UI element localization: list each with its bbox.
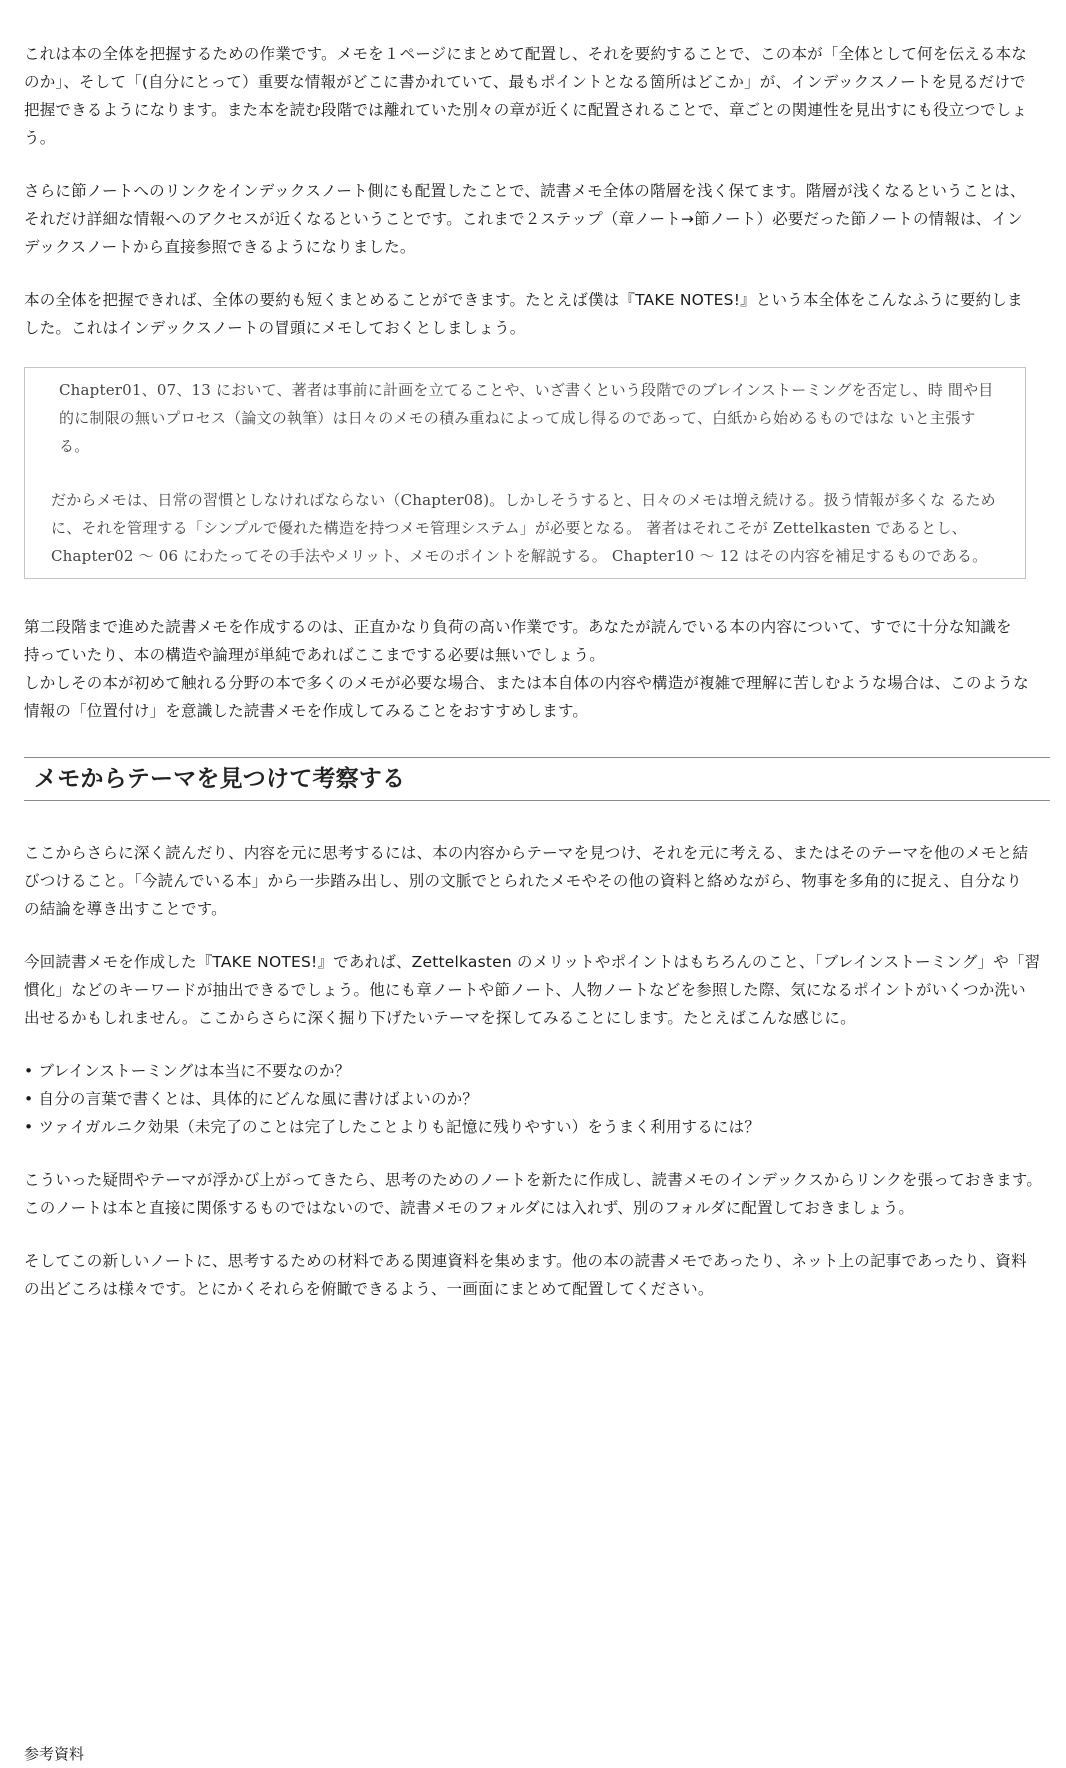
text-line: 今回読書メモを作成した『TAKE NOTES!』であれば、Zettelkasten のメリットやポイントはもちろんのこと、「ブレインストーミング」や「習 [24, 953, 1041, 971]
text-line: 情報の「位置付け」を意識した読書メモを作成してみることをおすすめします。 [24, 702, 589, 720]
article-body [24, 40, 1050, 1328]
paragraph-summary-intro [24, 286, 1050, 342]
list-item: • ブレインストーミングは本当に不要なのか？ [24, 1062, 351, 1080]
quote-line: 間や目的に制限の無いプロセス（論文の執筆）は日々のメモの積み重ねによって成し得るのであって、白紙から始めるものではな [59, 381, 994, 427]
next-section-fragment: 参考資料 [24, 1745, 85, 1763]
text-line: デックスノートから直接参照できるようになりました。 [24, 238, 416, 256]
text-line: このノートは本と直接に関係するものではないので、読書メモのフォルダには入れず、別のフォルダに配置しておきましょう。 [24, 1199, 915, 1217]
text-line: 慣化」などのキーワードが抽出できるでしょう。他にも章ノートや節ノート、人物ノートなどを参照した際、気になるポイントがいくつか洗い [24, 981, 1026, 999]
list-item: • ツァイガルニク効果（未完了のことは完了したことよりも記憶に残りやすい）をうまく利用するには？ [24, 1118, 761, 1136]
paragraph-materials [24, 1247, 1050, 1303]
text-line: そしてこの新しいノートに、思考するための材料である関連資料を集めます。他の本の読書メモであったり、ネット上の記事であったり、資料 [24, 1252, 1027, 1270]
text-line: した。これはインデックスノートの冒頭にメモしておくとしましょう。 [24, 319, 526, 337]
quote-second-block [51, 486, 999, 570]
text-line: のか」、そして「(自分にとって）重要な情報がどこに書かれていて、最もポイントとなる箇所はどこか」が、インデックスノートを見るだけで [24, 73, 1026, 91]
quote-line: Chapter01、07、13 において、著者は事前に計画を立てることや、いざ書くという段階でのブレインストーミングを否定し、時 [59, 381, 943, 399]
quote-first-block [51, 376, 999, 460]
quote-line: いと主張する。 [59, 409, 976, 455]
text-line: さらに節ノートへのリンクをインデックスノート側にも配置したことで、読書メモ全体の階層を浅く保てます。階層が浅くなるということは、 [24, 182, 1026, 200]
quote-line: るために、それを管理する「シンプルで優れた構造を持つメモ管理システム」が必要となる。 [51, 491, 996, 537]
paragraph-keywords [24, 948, 1050, 1032]
text-line: の出どころは様々です。とにかくそれらを俯瞰できるよう、一画面にまとめて配置してください。 [24, 1280, 714, 1298]
text-line: 把握できるようになります。また本を読む段階では離れていた別々の章が近くに配置されることで、章ごとの関連性を見出すにも役立つでしょ [24, 101, 1028, 119]
theme-bullet-list [24, 1057, 1050, 1141]
text-line: ここからさらに深く読んだり、内容を元に思考するには、本の内容からテーマを見つけ、それを元に考える、またはそのテーマを他のメモと結 [24, 844, 1029, 862]
quote-line: だからメモは、日常の習慣としなければならない（Chapter08)。しかしそうすると、日々のメモは増え続ける。扱う情報が多くな [51, 491, 946, 509]
text-line: しかしその本が初めて触れる分野の本で多くのメモが必要な場合、または本自体の内容や構造が複雑で理解に苦しむような場合は、このような [24, 674, 1029, 692]
list-item: • 自分の言葉で書くとは、具体的にどんな風に書けばよいのか？ [24, 1090, 479, 1108]
paragraph-thinking-note [24, 1166, 1050, 1222]
section-heading: メモからテーマを見つけて考察する [24, 757, 1050, 801]
quote-line: Chapter10 〜 12 はその内容を補足するものである。 [611, 547, 988, 565]
text-line: 出せるかもしれません。ここからさらに深く掘り下げたいテーマを探してみることにします。たとえばこんな感じに。 [24, 1009, 856, 1027]
text-line: びつけること。「今読んでいる本」から一歩踏み出し、別の文脈でとられたメモやその他の資料と絡めながら、物事を多角的に捉え、自分なり [24, 872, 1022, 890]
summary-quote-box [24, 367, 1026, 579]
paragraph-second-stage [24, 613, 1050, 725]
text-line: の結論を導き出すことです。 [24, 900, 227, 918]
paragraph-links [24, 177, 1050, 261]
text-line: 第二段階まで進めた読書メモを作成するのは、正直かなり負荷の高い作業です。あなたが読んでいる本の内容について、すでに十分な知識を [24, 618, 1012, 636]
text-line: それだけ詳細な情報へのアクセスが近くなるということです。これまで２ステップ（章ノート→節ノート）必要だった節ノートの情報は、イン [24, 210, 1023, 228]
text-line: う。 [24, 129, 56, 147]
text-line: 持っていたり、本の構造や論理が単純であればここまでする必要は無いでしょう。 [24, 646, 605, 664]
quote-line: 著者はそれこそが Zettelkasten であるとし、Chapter02 〜 06 にわたってその手法やメリット、メモのポイントを解説する。 [51, 519, 967, 565]
text-line: 本の全体を把握できれば、全体の要約も短くまとめることができます。たとえば僕は『TAKE NOTES!』という本全体をこんなふうに要約しま [24, 291, 1023, 309]
text-line: これは本の全体を把握するための作業です。メモを１ページにまとめて配置し、それを要約することで、この本が「全体として何を伝える本な [24, 45, 1027, 63]
paragraph-overview [24, 40, 1050, 152]
paragraph-deep-reading [24, 839, 1050, 923]
text-line: こういった疑問やテーマが浮かび上がってきたら、思考のためのノートを新たに作成し、読書メモのインデックスからリンクを張っておきます。 [24, 1171, 1043, 1189]
